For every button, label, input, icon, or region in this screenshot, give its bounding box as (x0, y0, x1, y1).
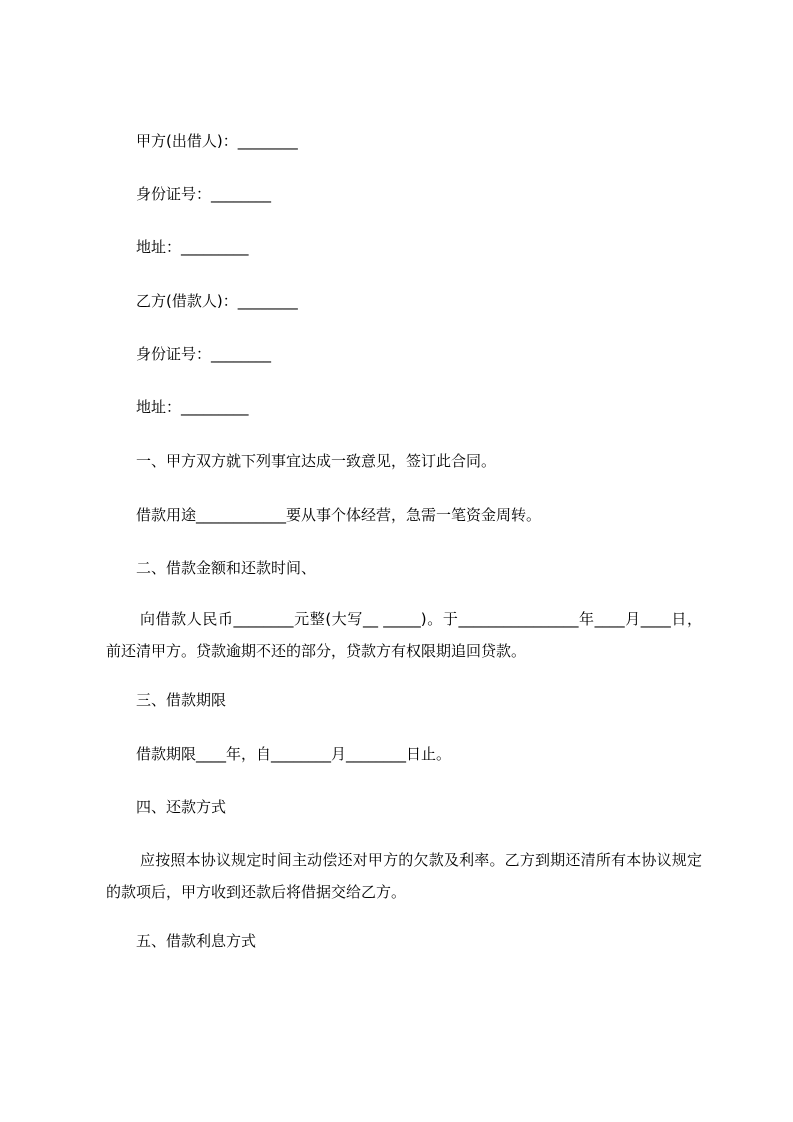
section-3-heading: 三、借款期限 (136, 691, 227, 709)
loan-amount-paragraph: 向借款人民币________元整(大写__ _____)。于________________年____月____日，前还清甲方。贷款逾期不还的部分，贷款方有权限期追回贷款。 (106, 610, 702, 660)
loan-term-line: 借款期限____年，自________月________日止。 (136, 745, 452, 763)
section-2-heading: 二、借款金额和还款时间、 (136, 559, 317, 577)
repayment-paragraph: 应按照本协议规定时间主动偿还对甲方的欠款及利率。乙方到期还清所有本协议规定的款项后，甲方收到还款后将借据交给乙方。 (106, 851, 702, 901)
borrower-address-field: 地址：_________ (136, 398, 249, 416)
lender-name-field: 甲方(出借人)：________ (136, 132, 298, 150)
lender-address-field: 地址：_________ (136, 238, 249, 256)
lender-id-number-field: 身份证号：________ (136, 185, 272, 203)
section-5-heading: 五、借款利息方式 (136, 932, 257, 950)
section-1-heading: 一、甲方双方就下列事宜达成一致意见，签订此合同。 (136, 452, 497, 470)
section-4-heading: 四、还款方式 (136, 798, 227, 816)
borrower-name-field: 乙方(借款人)：________ (136, 292, 298, 310)
borrower-id-number-field: 身份证号：________ (136, 345, 272, 363)
loan-purpose-line: 借款用途____________要从事个体经营，急需一笔资金周转。 (136, 506, 542, 524)
